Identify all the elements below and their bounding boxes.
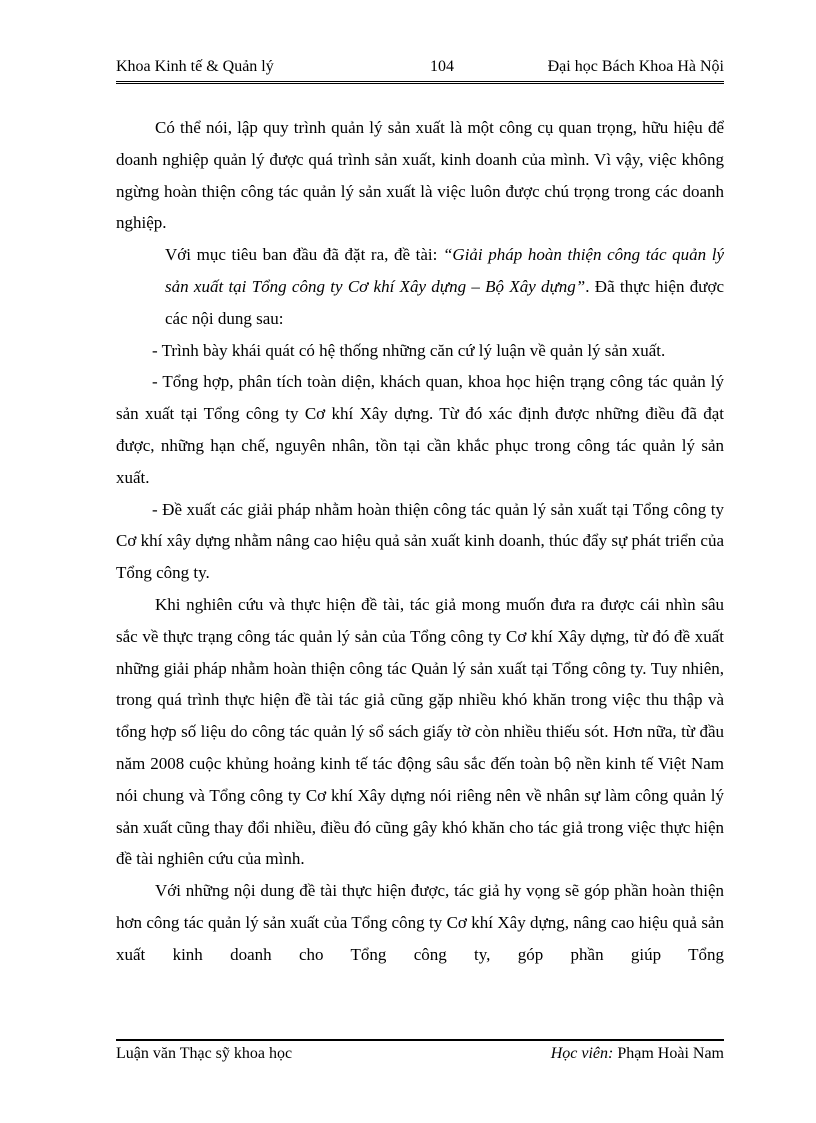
paragraph-topic [165,239,724,334]
header-university: Đại học Bách Khoa Hà Nội [547,58,724,75]
header-divider [116,81,724,84]
paragraph-research: Khi nghiên cứu và thực hiện đề tài, tác giả mong muốn đưa ra được cái nhìn sâu sắc về thực trạng công tác quản lý sản của Tổng công ty Cơ khí Xây dựng, từ đó đề xuất những giải pháp nhằm hoàn thiện công tác Quản lý sản xuất tại Tổng công ty. Tuy nhiên, trong quá trình thực hiện đề tài tác giả cũng gặp nhiều khó khăn trong việc thu thập và tổng hợp số liệu do công tác quản lý sổ sách giấy tờ còn nhiều thiếu sót. Hơn nữa, từ đầu năm 2008 cuộc khủng hoảng kinh tế tác động sâu sắc đến toàn bộ nền kinh tế Việt Nam nói chung và Tổng công ty Cơ khí Xây dựng nói riêng nên về nhân sự làm công quản lý sản xuất cũng thay đổi nhiều, điều đó cũng gây khó khăn cho tác giả trong việc thực hiện đề tài nghiên cứu của mình. [116,594,724,869]
footer-student-name: Phạm Hoài Nam [613,1045,724,1062]
footer-divider [116,1039,724,1041]
page-footer [116,1045,724,1067]
page-header [116,58,724,80]
page-number: 104 [430,58,454,75]
bullet-item-1: - Trình bày khái quát có hệ thống những căn cứ lý luận về quản lý sản xuất. [152,340,666,360]
paragraph-conclusion: Với những nội dung đề tài thực hiện được, tác giả hy vọng sẽ góp phần hoàn thiện hơn công tác quản lý sản xuất của Tổng công ty Cơ khí Xây dựng, nâng cao hiệu quả sản xuất kinh doanh cho Tổng công ty, góp phần giúp Tổng [116,881,724,964]
topic-title-quote: “Giải pháp hoàn thiện công tác quản lý sản xuất tại Tổng công ty Cơ khí Xây dựng – Bộ Xây dựng” [165,245,724,296]
paragraph-intro: Có thể nói, lập quy trình quản lý sản xuất là một công cụ quan trọng, hữu hiệu để doanh nghiệp quản lý được quá trình sản xuất, kinh doanh của mình. Vì vậy, việc không ngừng hoàn thiện công tác quản lý sản xuất là việc luôn được chú trọng trong các doanh nghiệp. [116,118,724,233]
footer-thesis-type: Luận văn Thạc sỹ khoa học [116,1045,293,1062]
topic-lead-text: Với mục tiêu ban đầu đã đặt ra, đề tài: [165,245,443,265]
header-faculty: Khoa Kinh tế & Quản lý [116,58,274,75]
bullet-item-2: - Tổng hợp, phân tích toàn diện, khách quan, khoa học hiện trạng công tác quản lý sản xuất tại Tổng công ty Cơ khí Xây dựng. Từ đó xác định được những điều đã đạt được, những hạn chế, nguyên nhân, tồn tại cần khắc phục trong công tác quản lý sản xuất. [116,372,724,487]
footer-student [551,1045,724,1063]
document-body [116,112,724,971]
footer-student-label: Học viên: [550,1045,614,1062]
topic-trailing-text: . Đã thực hiện được các nội dung sau: [165,276,724,328]
bullet-item-3: - Đề xuất các giải pháp nhằm hoàn thiện công tác quản lý sản xuất tại Tổng công ty Cơ khí xây dựng nhằm nâng cao hiệu quả sản xuất kinh doanh, thúc đẩy sự phát triển của Tổng công ty. [116,499,724,583]
